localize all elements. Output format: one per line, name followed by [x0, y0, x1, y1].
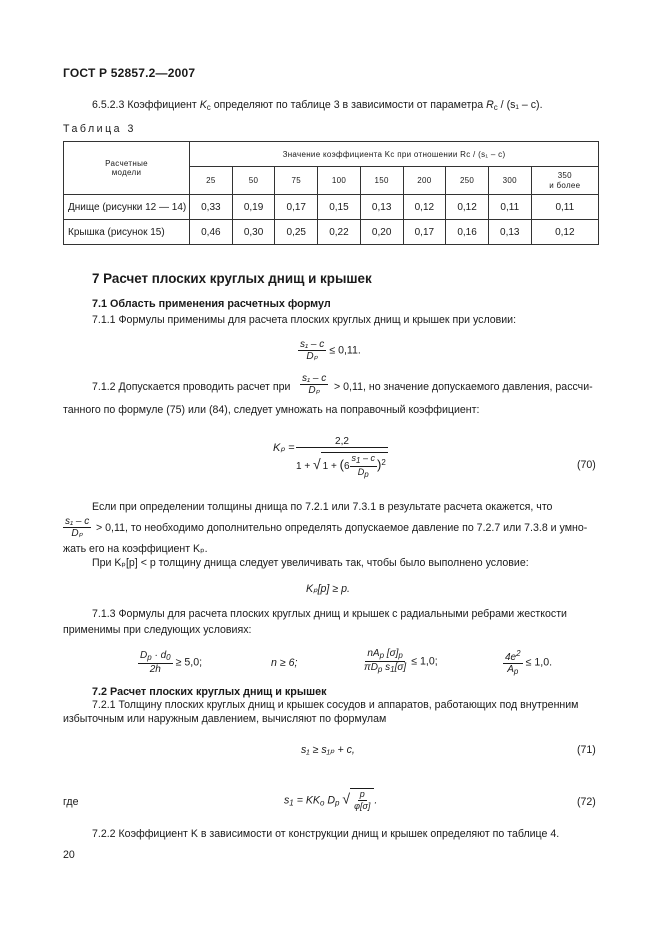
- paragraph-if-c: жать его на коэффициент Kₚ.: [63, 543, 208, 555]
- formula-72: $s_1 = KK_o$ $D_p$ √ $\frac{p}{\varphi[\sigma]}$ .: [284, 789, 378, 811]
- formula-rel: ≤ 0,11.: [329, 344, 361, 357]
- formula-70: [296, 436, 388, 480]
- paragraph-712-b: > 0,11, но значение допускаемого давления, рассчи-: [334, 381, 593, 393]
- p6523-post: / (s₁ – c).: [497, 99, 543, 111]
- cell: 0,13: [360, 195, 403, 220]
- condition-2: n ≥ 6;: [271, 657, 298, 669]
- cell: 0,22: [318, 220, 361, 245]
- cell: 0,19: [232, 195, 275, 220]
- inline-fraction-712: [300, 373, 328, 396]
- document-header: ГОСТ Р 52857.2—2007: [63, 66, 196, 80]
- cell: 0,17: [403, 220, 446, 245]
- head-col1-line2: модели: [111, 168, 142, 177]
- p6523-pre: 6.5.2.3 Коэффициент: [92, 99, 200, 111]
- col-head: 200: [403, 167, 446, 195]
- formula-70-den: 1 + √ 1 + (6 $\frac{s_1 - c}{D_p}$ )$^2$: [296, 453, 386, 479]
- table-3: [63, 141, 599, 245]
- p6523-sub2: c: [493, 103, 498, 112]
- paragraph-if-b: > 0,11, то необходимо дополнительно определять допускаемое давление по 7.2.7 или 7.3.8 и умно-: [96, 522, 588, 534]
- inline-fraction-if: [63, 516, 91, 539]
- p6523-sub: c: [206, 103, 211, 112]
- formula-kp: Kₚ[p] ≥ p.: [306, 583, 350, 595]
- condition-3: $\frac{nA_p [\sigma]_p}{\pi D_p s_1[\sigma]}$ ≤ 1,0;: [364, 648, 438, 674]
- col-head: 100: [318, 167, 361, 195]
- formula-70-num: 2,2: [296, 436, 388, 448]
- section-72-title: 7.2 Расчет плоских круглых днищ и крышек: [92, 686, 327, 698]
- frac-num: s₁ – c: [302, 373, 327, 384]
- formula-72-number: (72): [577, 796, 596, 808]
- cell: 0,25: [275, 220, 318, 245]
- row-label: Крышка (рисунок 15): [64, 220, 190, 245]
- paragraph-6523: [92, 99, 543, 112]
- table-row: [64, 220, 599, 245]
- cell: 0,13: [488, 220, 531, 245]
- paragraph-721-a: 7.2.1 Толщину плоских круглых днищ и крышек сосудов и аппаратов, работающих под внутренним: [92, 699, 579, 711]
- cell: 0,12: [446, 195, 489, 220]
- cell: 0,30: [232, 220, 275, 245]
- frac-den: Dₚ: [308, 385, 320, 396]
- formula-711: [298, 339, 361, 362]
- col-head: 50: [232, 167, 275, 195]
- paragraph-712-c: танного по формуле (75) или (84), следует умножать на поправочный коэффициент:: [63, 404, 480, 416]
- frac-num: s₁ – c: [65, 516, 90, 527]
- table-row: [64, 195, 599, 220]
- cond1-rel: ≥ 5,0;: [175, 656, 203, 669]
- head-col1-line1: Расчетные: [105, 159, 148, 168]
- p6523-mid: определяют по таблице 3 в зависимости от параметра: [210, 99, 487, 111]
- col-head: 250: [446, 167, 489, 195]
- paragraph-712-a: 7.1.2 Допускается проводить расчет при: [92, 381, 291, 393]
- cell: 0,16: [446, 220, 489, 245]
- section-71-title: 7.1 Область применения расчетных формул: [92, 298, 331, 310]
- table3-head-group: Значение коэффициента Kc при отношении Rc / (s₁ – c): [190, 142, 599, 167]
- cell: 0,33: [190, 195, 233, 220]
- formula-71: s₁ ≥ s₁ₚ + c,: [301, 744, 355, 756]
- frac-num: s₁ – c: [300, 339, 325, 350]
- formula-71-number: (71): [577, 744, 596, 756]
- paragraph-711: 7.1.1 Формулы применимы для расчета плоских круглых днищ и крышек при условии:: [92, 314, 517, 326]
- paragraph-722: 7.2.2 Коэффициент K в зависимости от конструкции днищ и крышек определяют по таблице 4.: [92, 828, 560, 840]
- row-label: Днище (рисунки 12 — 14): [64, 195, 190, 220]
- cell: 0,20: [360, 220, 403, 245]
- p6523-sym2: R: [486, 99, 494, 111]
- paragraph-713-a: 7.1.3 Формулы для расчета плоских круглых днищ и крышек с радиальными ребрами жесткости: [92, 608, 567, 620]
- paragraph-721-b: избыточным или наружным давлением, вычисляют по формулам: [63, 713, 387, 725]
- formula-70-lhs: Kₚ =: [273, 442, 295, 454]
- formula-70-number: (70): [577, 459, 596, 471]
- cond4-rel: ≤ 1,0.: [525, 656, 553, 669]
- paragraph-kp: При Kₚ[p] < p толщину днища следует увеличивать так, чтобы было выполнено условие:: [92, 557, 529, 569]
- fraction: [298, 339, 326, 362]
- condition-4: $\frac{4e^2}{A_p}$ ≤ 1,0.: [505, 649, 553, 676]
- paragraph-713-b: применимы при следующих условиях:: [63, 624, 252, 636]
- paragraph-if-a: Если при определении толщины днища по 7.2.1 или 7.3.1 в результате расчета окажется, что: [92, 501, 553, 513]
- cell: 0,17: [275, 195, 318, 220]
- cell: 0,11: [488, 195, 531, 220]
- p6523-sym: K: [199, 99, 207, 111]
- col-head: 150: [360, 167, 403, 195]
- frac-den: Dₚ: [71, 528, 83, 539]
- col-head: 75: [275, 167, 318, 195]
- cell: 0,46: [190, 220, 233, 245]
- label-gde: где: [63, 796, 79, 808]
- page-number: 20: [63, 849, 75, 861]
- cell: 0,12: [403, 195, 446, 220]
- cell: 0,12: [531, 220, 598, 245]
- col-head: 25: [190, 167, 233, 195]
- cell: 0,11: [531, 195, 598, 220]
- col-head: 300: [488, 167, 531, 195]
- table3-head-models: [64, 142, 190, 195]
- col-head: 350 и более: [531, 167, 598, 195]
- cond3-rel: ≤ 1,0;: [411, 655, 438, 668]
- cell: 0,15: [318, 195, 361, 220]
- table3-caption: Таблица 3: [63, 123, 136, 135]
- frac-den: Dₚ: [306, 351, 318, 362]
- condition-1: $\frac{D_p \cdot d_0}{2h}$ ≥ 5,0;: [140, 650, 203, 675]
- section-7-title: 7 Расчет плоских круглых днищ и крышек: [92, 271, 372, 286]
